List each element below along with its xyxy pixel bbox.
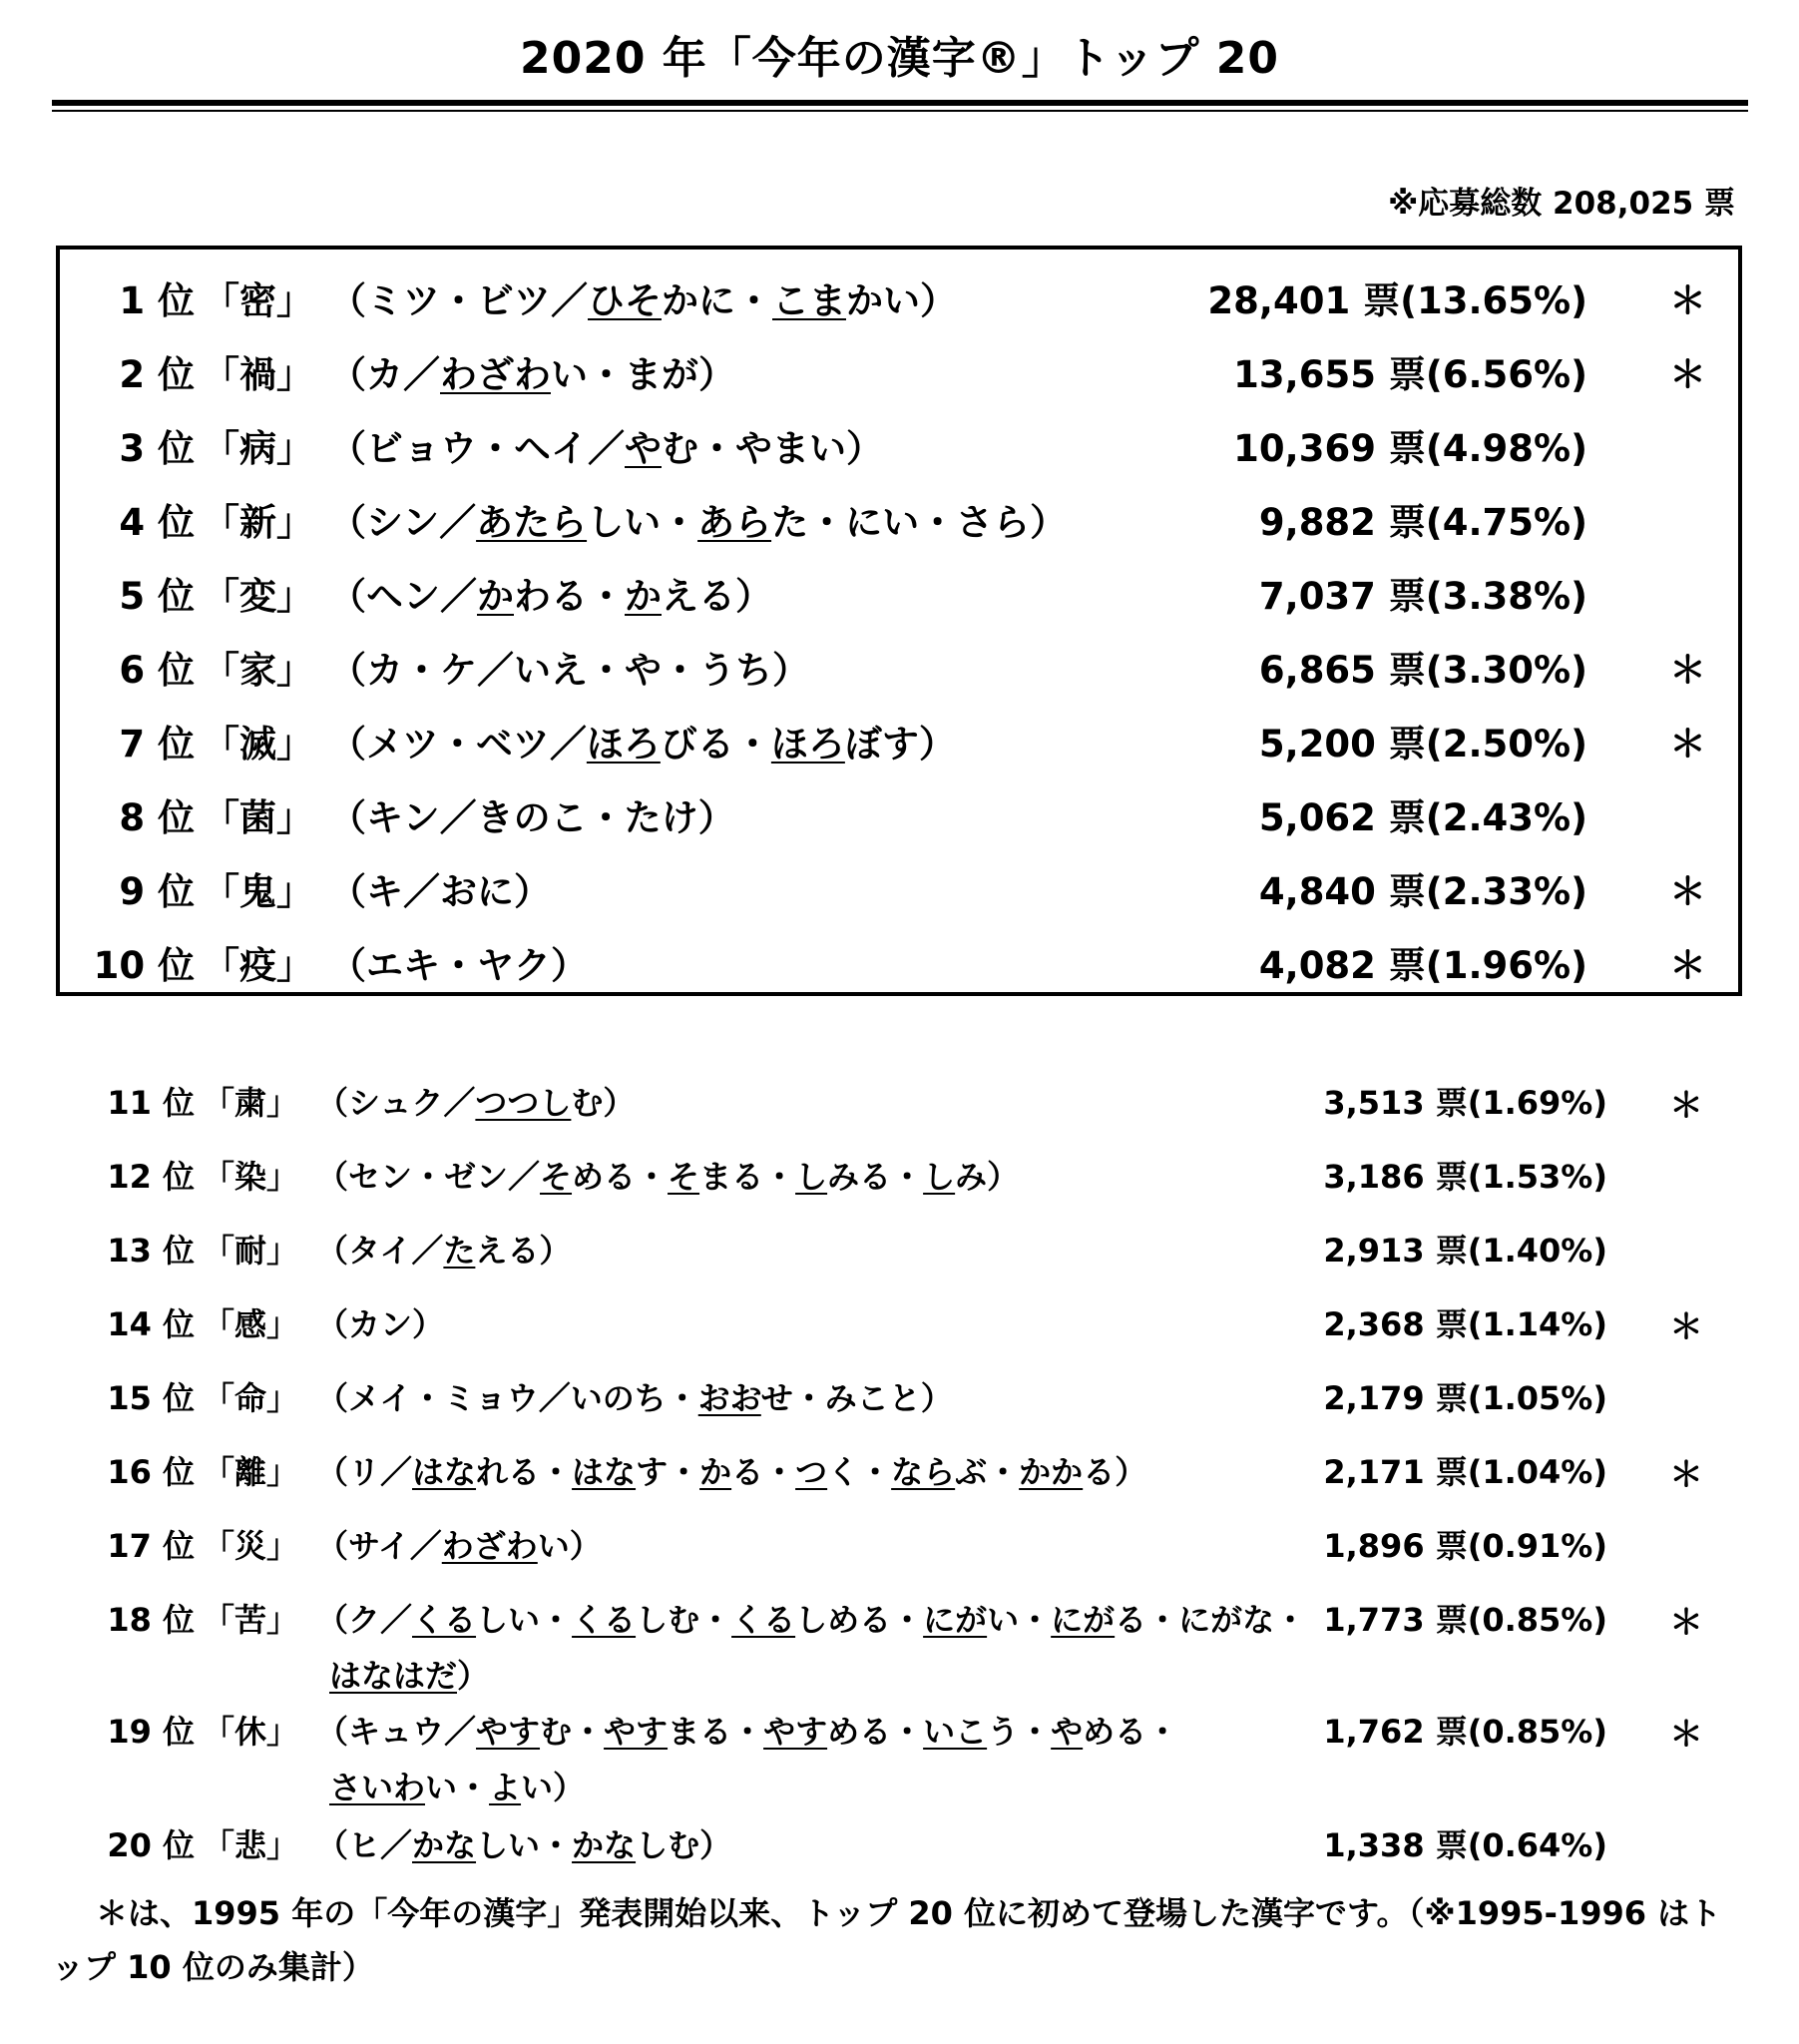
underlined-reading: つつし — [475, 1084, 572, 1122]
underlined-reading: はな — [412, 1453, 477, 1491]
reading-text: い・ — [987, 1601, 1052, 1639]
rank-label: 19 位 — [107, 1713, 195, 1751]
underlined-reading: いこ — [923, 1713, 988, 1751]
kanji: 「疫」 — [203, 944, 313, 987]
reading-text: く・ — [827, 1453, 892, 1491]
first-appearance-mark: ＊ — [1669, 1603, 1703, 1643]
reading-text: しむ・ — [636, 1601, 732, 1639]
rank-label: 4 位 — [119, 501, 195, 544]
kanji-reading — [316, 1226, 571, 1272]
rank-label: 5 位 — [119, 575, 195, 618]
underlined-reading: か — [477, 575, 514, 618]
kanji: 「滅」 — [203, 723, 313, 766]
reading-text: む） — [571, 1084, 636, 1122]
first-appearance-mark: ＊ — [1669, 279, 1706, 322]
reading-text: まる・ — [668, 1713, 764, 1751]
rank-label: 9 位 — [119, 870, 195, 913]
underlined-reading: ほろ — [770, 723, 845, 766]
underlined-reading: し — [923, 1158, 956, 1196]
kanji-reading — [316, 1595, 1306, 1641]
underlined-reading: はな — [572, 1453, 637, 1491]
reading-text: える） — [475, 1232, 572, 1270]
reading-text: す・ — [636, 1453, 700, 1491]
reading-text: （エキ・ヤク） — [329, 944, 588, 987]
first-appearance-mark: ＊ — [1669, 944, 1706, 987]
reading-text: れる・ — [476, 1453, 573, 1491]
first-appearance-mark: ＊ — [1669, 1715, 1703, 1755]
rank-label: 1 位 — [119, 279, 195, 322]
reading-text: （メイ・ミョウ／いのち・ — [316, 1379, 698, 1417]
reading-text: た・にい・さら） — [771, 501, 1068, 544]
reading-text: （ヘン／ — [329, 575, 477, 618]
vote-count: 9,882 票(4.75%) — [1258, 501, 1587, 544]
kanji: 「鬼」 — [203, 870, 313, 913]
reading-text: （キ／おに） — [329, 870, 551, 913]
reading-text: （タイ／ — [316, 1232, 444, 1270]
reading-text: （シン／ — [329, 501, 477, 544]
reading-text: しい・ — [587, 501, 698, 544]
reading-text: みる・ — [827, 1158, 924, 1196]
underlined-reading: くる — [412, 1601, 477, 1639]
kanji: 「病」 — [203, 427, 313, 470]
reading-text: （カ／ — [329, 353, 440, 396]
underlined-reading: よ — [489, 1769, 522, 1806]
reading-text: める・ — [1083, 1713, 1179, 1751]
underlined-reading: なら — [891, 1453, 956, 1491]
reading-text: ぶ・ — [955, 1453, 1020, 1491]
reading-text: える） — [662, 575, 772, 618]
reading-text: （ミツ・ビツ／ — [329, 279, 588, 322]
kanji-reading — [329, 566, 772, 620]
reading-text: まる・ — [699, 1158, 796, 1196]
kanji-reading — [329, 714, 956, 767]
kanji: 「休」 — [203, 1713, 299, 1751]
reading-text: み） — [955, 1158, 1020, 1196]
reading-text: しむ） — [636, 1826, 732, 1864]
underlined-reading: おお — [697, 1379, 761, 1417]
vote-count: 2,368 票(1.14%) — [1323, 1305, 1607, 1343]
kanji-reading — [316, 1707, 1178, 1753]
title-rule-thin — [52, 110, 1748, 112]
kanji-reading — [329, 935, 588, 989]
first-appearance-mark: ＊ — [1669, 870, 1706, 913]
kanji-reading — [316, 1373, 953, 1419]
underlined-reading: にが — [923, 1601, 988, 1639]
underlined-reading: はなはだ — [329, 1657, 458, 1695]
kanji: 「新」 — [203, 501, 313, 544]
rank-label: 13 位 — [107, 1232, 195, 1270]
kanji: 「変」 — [203, 575, 313, 618]
vote-count: 2,913 票(1.40%) — [1323, 1232, 1607, 1270]
vote-count: 1,338 票(0.64%) — [1323, 1826, 1607, 1864]
reading-text: しめる・ — [795, 1601, 924, 1639]
kanji: 「災」 — [203, 1527, 299, 1565]
rank-label: 16 位 — [107, 1453, 195, 1491]
reading-text: る・ — [731, 1453, 796, 1491]
underlined-reading: ひそ — [588, 279, 662, 322]
rank-label: 20 位 — [107, 1826, 195, 1864]
underlined-reading: わざわ — [441, 1527, 538, 1565]
footnote: ＊は、1995 年の「今年の漢字」発表開始以来、トップ 20 位に初めて登場した漢字です。（※1995-1996 はトップ 10 位のみ集計） — [52, 1894, 1722, 1986]
first-appearance-mark: ＊ — [1669, 649, 1706, 692]
underlined-reading: ほろ — [586, 723, 661, 766]
page-title: 2020 年「今年の漢字®」トップ 20 — [519, 33, 1279, 84]
underlined-reading: やす — [763, 1713, 828, 1751]
vote-count: 3,186 票(1.53%) — [1323, 1158, 1607, 1196]
rank-label: 3 位 — [119, 427, 195, 470]
vote-count: 10,369 票(4.98%) — [1233, 427, 1587, 470]
kanji: 「禍」 — [203, 353, 313, 396]
reading-text: る・にがな・ — [1115, 1601, 1307, 1639]
first-appearance-mark: ＊ — [1669, 723, 1706, 766]
first-appearance-mark: ＊ — [1669, 1455, 1703, 1495]
underlined-reading: そ — [540, 1158, 573, 1196]
kanji-reading — [329, 787, 735, 841]
reading-text: しい・ — [476, 1601, 573, 1639]
kanji-reading — [329, 270, 957, 324]
underlined-reading: か — [699, 1453, 732, 1491]
total-entries: ※応募総数 208,025 票 — [1388, 186, 1735, 222]
kanji-reading — [316, 1521, 602, 1567]
underlined-reading: かか — [1019, 1453, 1084, 1491]
kanji-reading — [329, 344, 735, 398]
reading-text: い・まが） — [551, 353, 735, 396]
kanji-reading — [329, 640, 809, 694]
kanji: 「家」 — [203, 649, 313, 692]
vote-count: 7,037 票(3.38%) — [1258, 575, 1587, 618]
reading-text: い） — [537, 1527, 602, 1565]
vote-count: 4,082 票(1.96%) — [1258, 944, 1587, 987]
kanji: 「悲」 — [203, 1826, 299, 1864]
underlined-reading: かな — [572, 1826, 637, 1864]
reading-text: （キュウ／ — [316, 1713, 477, 1751]
kanji-reading — [316, 1447, 1146, 1493]
reading-text: ） — [457, 1657, 490, 1695]
kanji: 「染」 — [203, 1158, 299, 1196]
vote-count: 1,773 票(0.85%) — [1323, 1601, 1607, 1639]
rank-label: 2 位 — [119, 353, 195, 396]
reading-text: （セン・ゼン／ — [316, 1158, 541, 1196]
kanji: 「離」 — [203, 1453, 299, 1491]
underlined-reading: た — [443, 1232, 476, 1270]
vote-count: 1,762 票(0.85%) — [1323, 1713, 1607, 1751]
kanji: 「命」 — [203, 1379, 299, 1417]
kanji: 「苦」 — [203, 1601, 299, 1639]
reading-text: む・ — [540, 1713, 605, 1751]
underlined-reading: し — [795, 1158, 828, 1196]
first-appearance-mark: ＊ — [1669, 1086, 1703, 1126]
underlined-reading: やす — [604, 1713, 669, 1751]
kanji-reading — [329, 418, 883, 472]
rank-label: 14 位 — [107, 1305, 195, 1343]
kanji: 「粛」 — [203, 1084, 299, 1122]
rank-label: 17 位 — [107, 1527, 195, 1565]
kanji-reading — [316, 1820, 731, 1866]
kanji: 「感」 — [203, 1305, 299, 1343]
vote-count: 28,401 票(13.65%) — [1207, 279, 1587, 322]
kanji: 「耐」 — [203, 1232, 299, 1270]
reading-text: ぼす） — [844, 723, 956, 766]
underlined-reading: さいわ — [329, 1769, 426, 1806]
reading-text: かに・ — [662, 279, 772, 322]
underlined-reading: あたら — [476, 501, 588, 544]
reading-text: しい・ — [476, 1826, 573, 1864]
rank-label: 6 位 — [119, 649, 195, 692]
reading-text: （ヒ／ — [316, 1826, 413, 1864]
vote-count: 5,062 票(2.43%) — [1258, 796, 1587, 839]
reading-text: う・ — [987, 1713, 1052, 1751]
underlined-reading: や — [625, 427, 662, 470]
underlined-reading: あら — [697, 501, 772, 544]
title-rule-thick — [52, 100, 1748, 106]
reading-text: （キン／きのこ・たけ） — [329, 796, 735, 839]
reading-text: る） — [1083, 1453, 1147, 1491]
reading-text: める・ — [572, 1158, 669, 1196]
reading-text: い・ — [425, 1769, 490, 1806]
rank-label: 15 位 — [107, 1379, 195, 1417]
vote-count: 2,171 票(1.04%) — [1323, 1453, 1607, 1491]
vote-count: 4,840 票(2.33%) — [1258, 870, 1587, 913]
reading-text: （ク／ — [316, 1601, 413, 1639]
reading-text: （カ・ケ／いえ・や・うち） — [329, 649, 809, 692]
vote-count: 6,865 票(3.30%) — [1258, 649, 1587, 692]
kanji-reading — [316, 1299, 444, 1345]
reading-text: める・ — [827, 1713, 924, 1751]
kanji-reading — [316, 1152, 1019, 1198]
first-appearance-mark: ＊ — [1669, 1307, 1703, 1347]
reading-text: わる・ — [514, 575, 625, 618]
vote-count: 3,513 票(1.69%) — [1323, 1084, 1607, 1122]
rank-label: 11 位 — [107, 1084, 195, 1122]
reading-text: （メツ・ベツ／ — [329, 723, 587, 766]
vote-count: 1,896 票(0.91%) — [1323, 1527, 1607, 1565]
underlined-reading: つ — [795, 1453, 828, 1491]
kanji: 「密」 — [203, 279, 313, 322]
vote-count: 13,655 票(6.56%) — [1233, 353, 1587, 396]
underlined-reading: そ — [668, 1158, 700, 1196]
kanji-reading — [329, 861, 551, 915]
kanji-reading-continued — [329, 1651, 489, 1697]
underlined-reading: か — [625, 575, 662, 618]
underlined-reading: わざわ — [440, 353, 551, 396]
reading-text: （リ／ — [316, 1453, 413, 1491]
kanji-reading — [329, 492, 1067, 546]
underlined-reading: くる — [731, 1601, 796, 1639]
reading-text: かい） — [846, 279, 957, 322]
rank-label: 18 位 — [107, 1601, 195, 1639]
reading-text: （カン） — [316, 1305, 445, 1343]
underlined-reading: かな — [412, 1826, 477, 1864]
rank-label: 12 位 — [107, 1158, 195, 1196]
reading-text: む・や — [662, 427, 772, 470]
rank-label: 7 位 — [119, 723, 195, 766]
underlined-reading: くる — [572, 1601, 637, 1639]
underlined-reading: にが — [1051, 1601, 1116, 1639]
reading-text: まい） — [772, 427, 883, 470]
kanji-reading — [316, 1078, 635, 1124]
reading-text: びる・ — [660, 723, 771, 766]
kanji: 「菌」 — [203, 796, 313, 839]
reading-text: （ビョウ・ヘイ／ — [329, 427, 625, 470]
reading-text: い） — [521, 1769, 586, 1806]
vote-count: 2,179 票(1.05%) — [1323, 1379, 1607, 1417]
rank-label: 10 位 — [93, 944, 195, 987]
vote-count: 5,200 票(2.50%) — [1258, 723, 1587, 766]
reading-text: （サイ／ — [316, 1527, 442, 1565]
underlined-reading: こま — [772, 279, 846, 322]
first-appearance-mark: ＊ — [1669, 353, 1706, 396]
rank-label: 8 位 — [119, 796, 195, 839]
reading-text: せ・みこと） — [760, 1379, 953, 1417]
kanji-reading-continued — [329, 1763, 585, 1808]
underlined-reading: やす — [476, 1713, 541, 1751]
reading-text: （シュク／ — [316, 1084, 476, 1122]
underlined-reading: や — [1051, 1713, 1084, 1751]
